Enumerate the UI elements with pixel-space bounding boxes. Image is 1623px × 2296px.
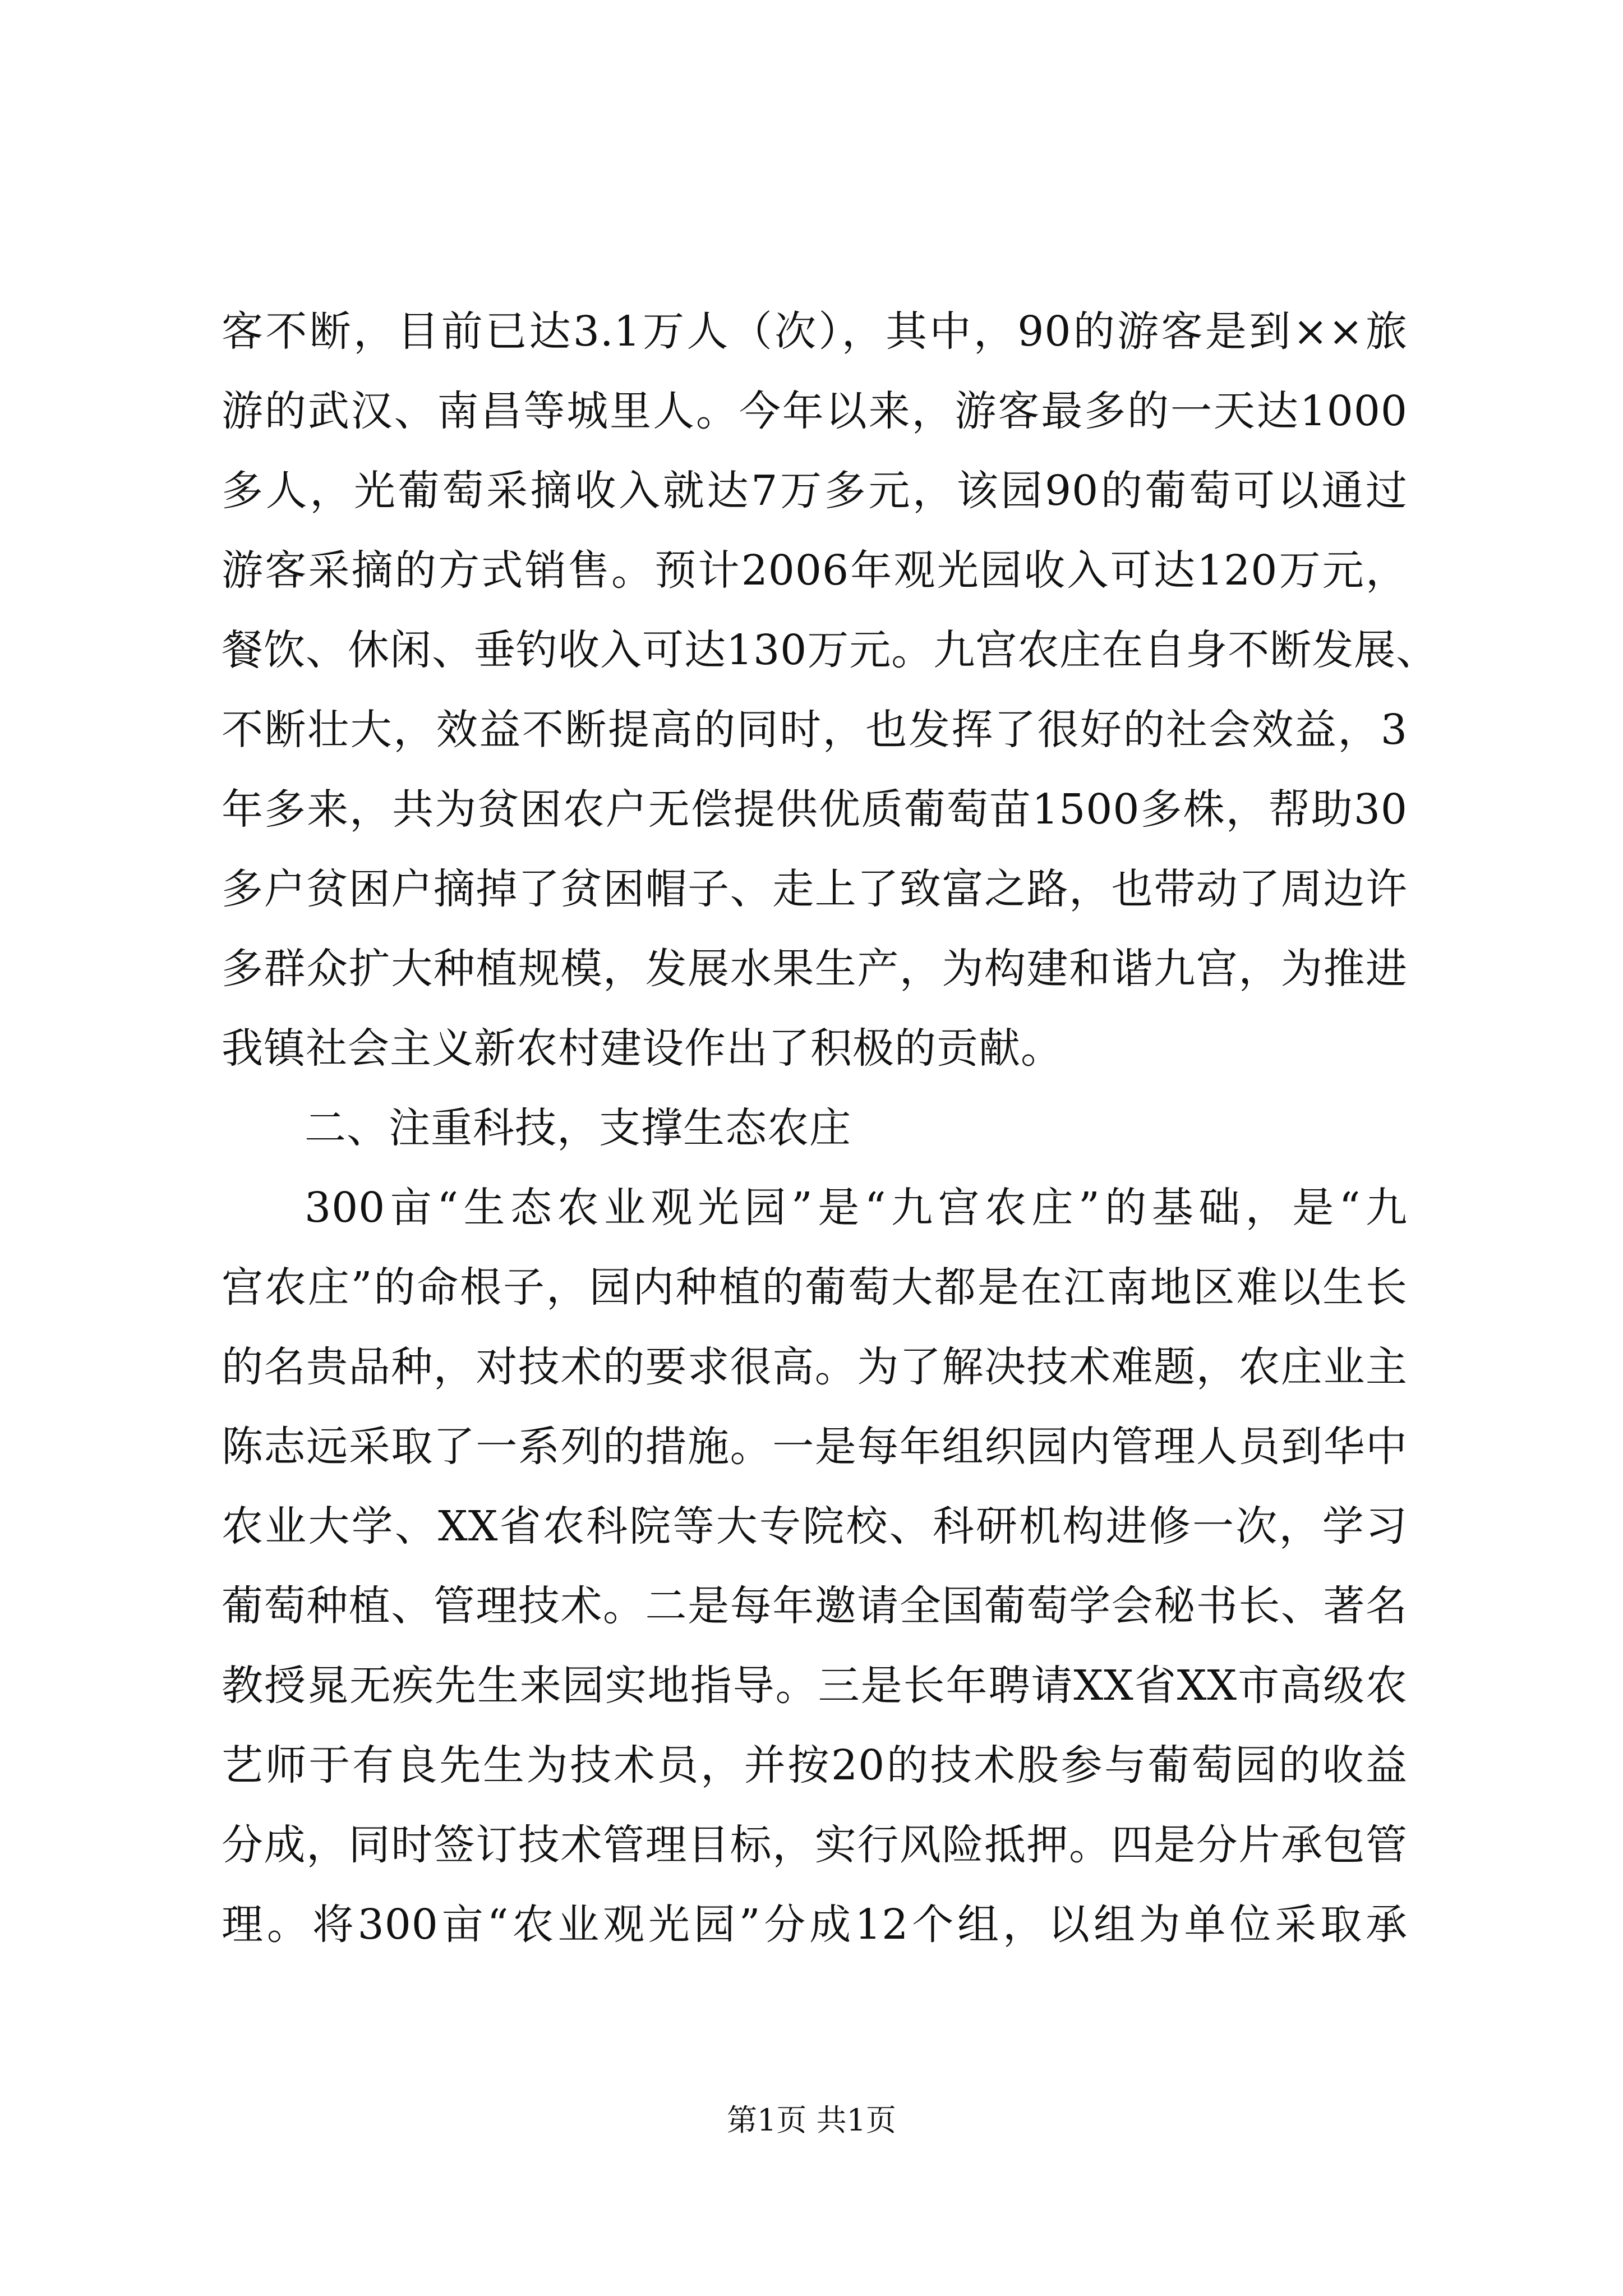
text-line: 300亩“生态农业观光园”是“九宫农庄”的基础，是“九 — [305, 1184, 1408, 1232]
text-line: 游的武汉、南昌等城里人。今年以来，游客最多的一天达1000 — [222, 387, 1408, 435]
text-line: 多群众扩大种植规模，发展水果生产，为构建和谐九宫，为推进 — [222, 945, 1408, 993]
text-line: 陈志远采取了一系列的措施。一是每年组织园内管理人员到华中 — [222, 1423, 1408, 1471]
text-line: 客不断，目前已达3.1万人（次），其中，90的游客是到××旅 — [222, 307, 1408, 356]
text-line: 游客采摘的方式销售。预计2006年观光园收入可达120万元， — [222, 546, 1408, 595]
text-line: 艺师于有良先生为技术员，并按20的技术股参与葡萄园的收益 — [222, 1741, 1408, 1789]
text-line: 餐饮、休闲、垂钓收入可达130万元。九宫农庄在自身不断发展、 — [222, 626, 1438, 674]
text-line: 教授晁无疾先生来园实地指导。三是长年聘请XX省XX市高级农 — [222, 1662, 1408, 1710]
text-line: 年多来，共为贫困农户无偿提供优质葡萄苗1500多株，帮助30 — [222, 785, 1408, 834]
text-line: 葡萄种植、管理技术。二是每年邀请全国葡萄学会秘书长、著名 — [222, 1582, 1408, 1630]
text-line: 理。将300亩“农业观光园”分成12个组，以组为单位采取承 — [222, 1901, 1408, 1949]
text-line: 多户贫困户摘掉了贫困帽子、走上了致富之路，也带动了周边许 — [222, 865, 1408, 913]
text-line: 不断壮大，效益不断提高的同时，也发挥了很好的社会效益，3 — [222, 706, 1408, 754]
text-line: 多人，光葡萄采摘收入就达7万多元，该园90的葡萄可以通过 — [222, 467, 1408, 515]
section-heading: 二、注重科技，支撑生态农庄 — [305, 1104, 851, 1152]
text-line: 的名贵品种，对技术的要求很高。为了解决技术难题，农庄业主 — [222, 1343, 1408, 1391]
text-line: 农业大学、XX省农科院等大专院校、科研机构进修一次，学习 — [222, 1502, 1408, 1550]
text-line: 分成，同时签订技术管理目标，实行风险抵押。四是分片承包管 — [222, 1821, 1408, 1869]
text-line: 我镇社会主义新农村建设作出了积极的贡献。 — [222, 1024, 1063, 1073]
document-body — [222, 292, 1438, 1964]
text-line: 宫农庄”的命根子，园内种植的葡萄大都是在江南地区难以生长 — [222, 1263, 1408, 1312]
page-footer — [0, 2101, 1623, 2140]
page-number-label: 第1页 共1页 — [727, 2102, 896, 2138]
